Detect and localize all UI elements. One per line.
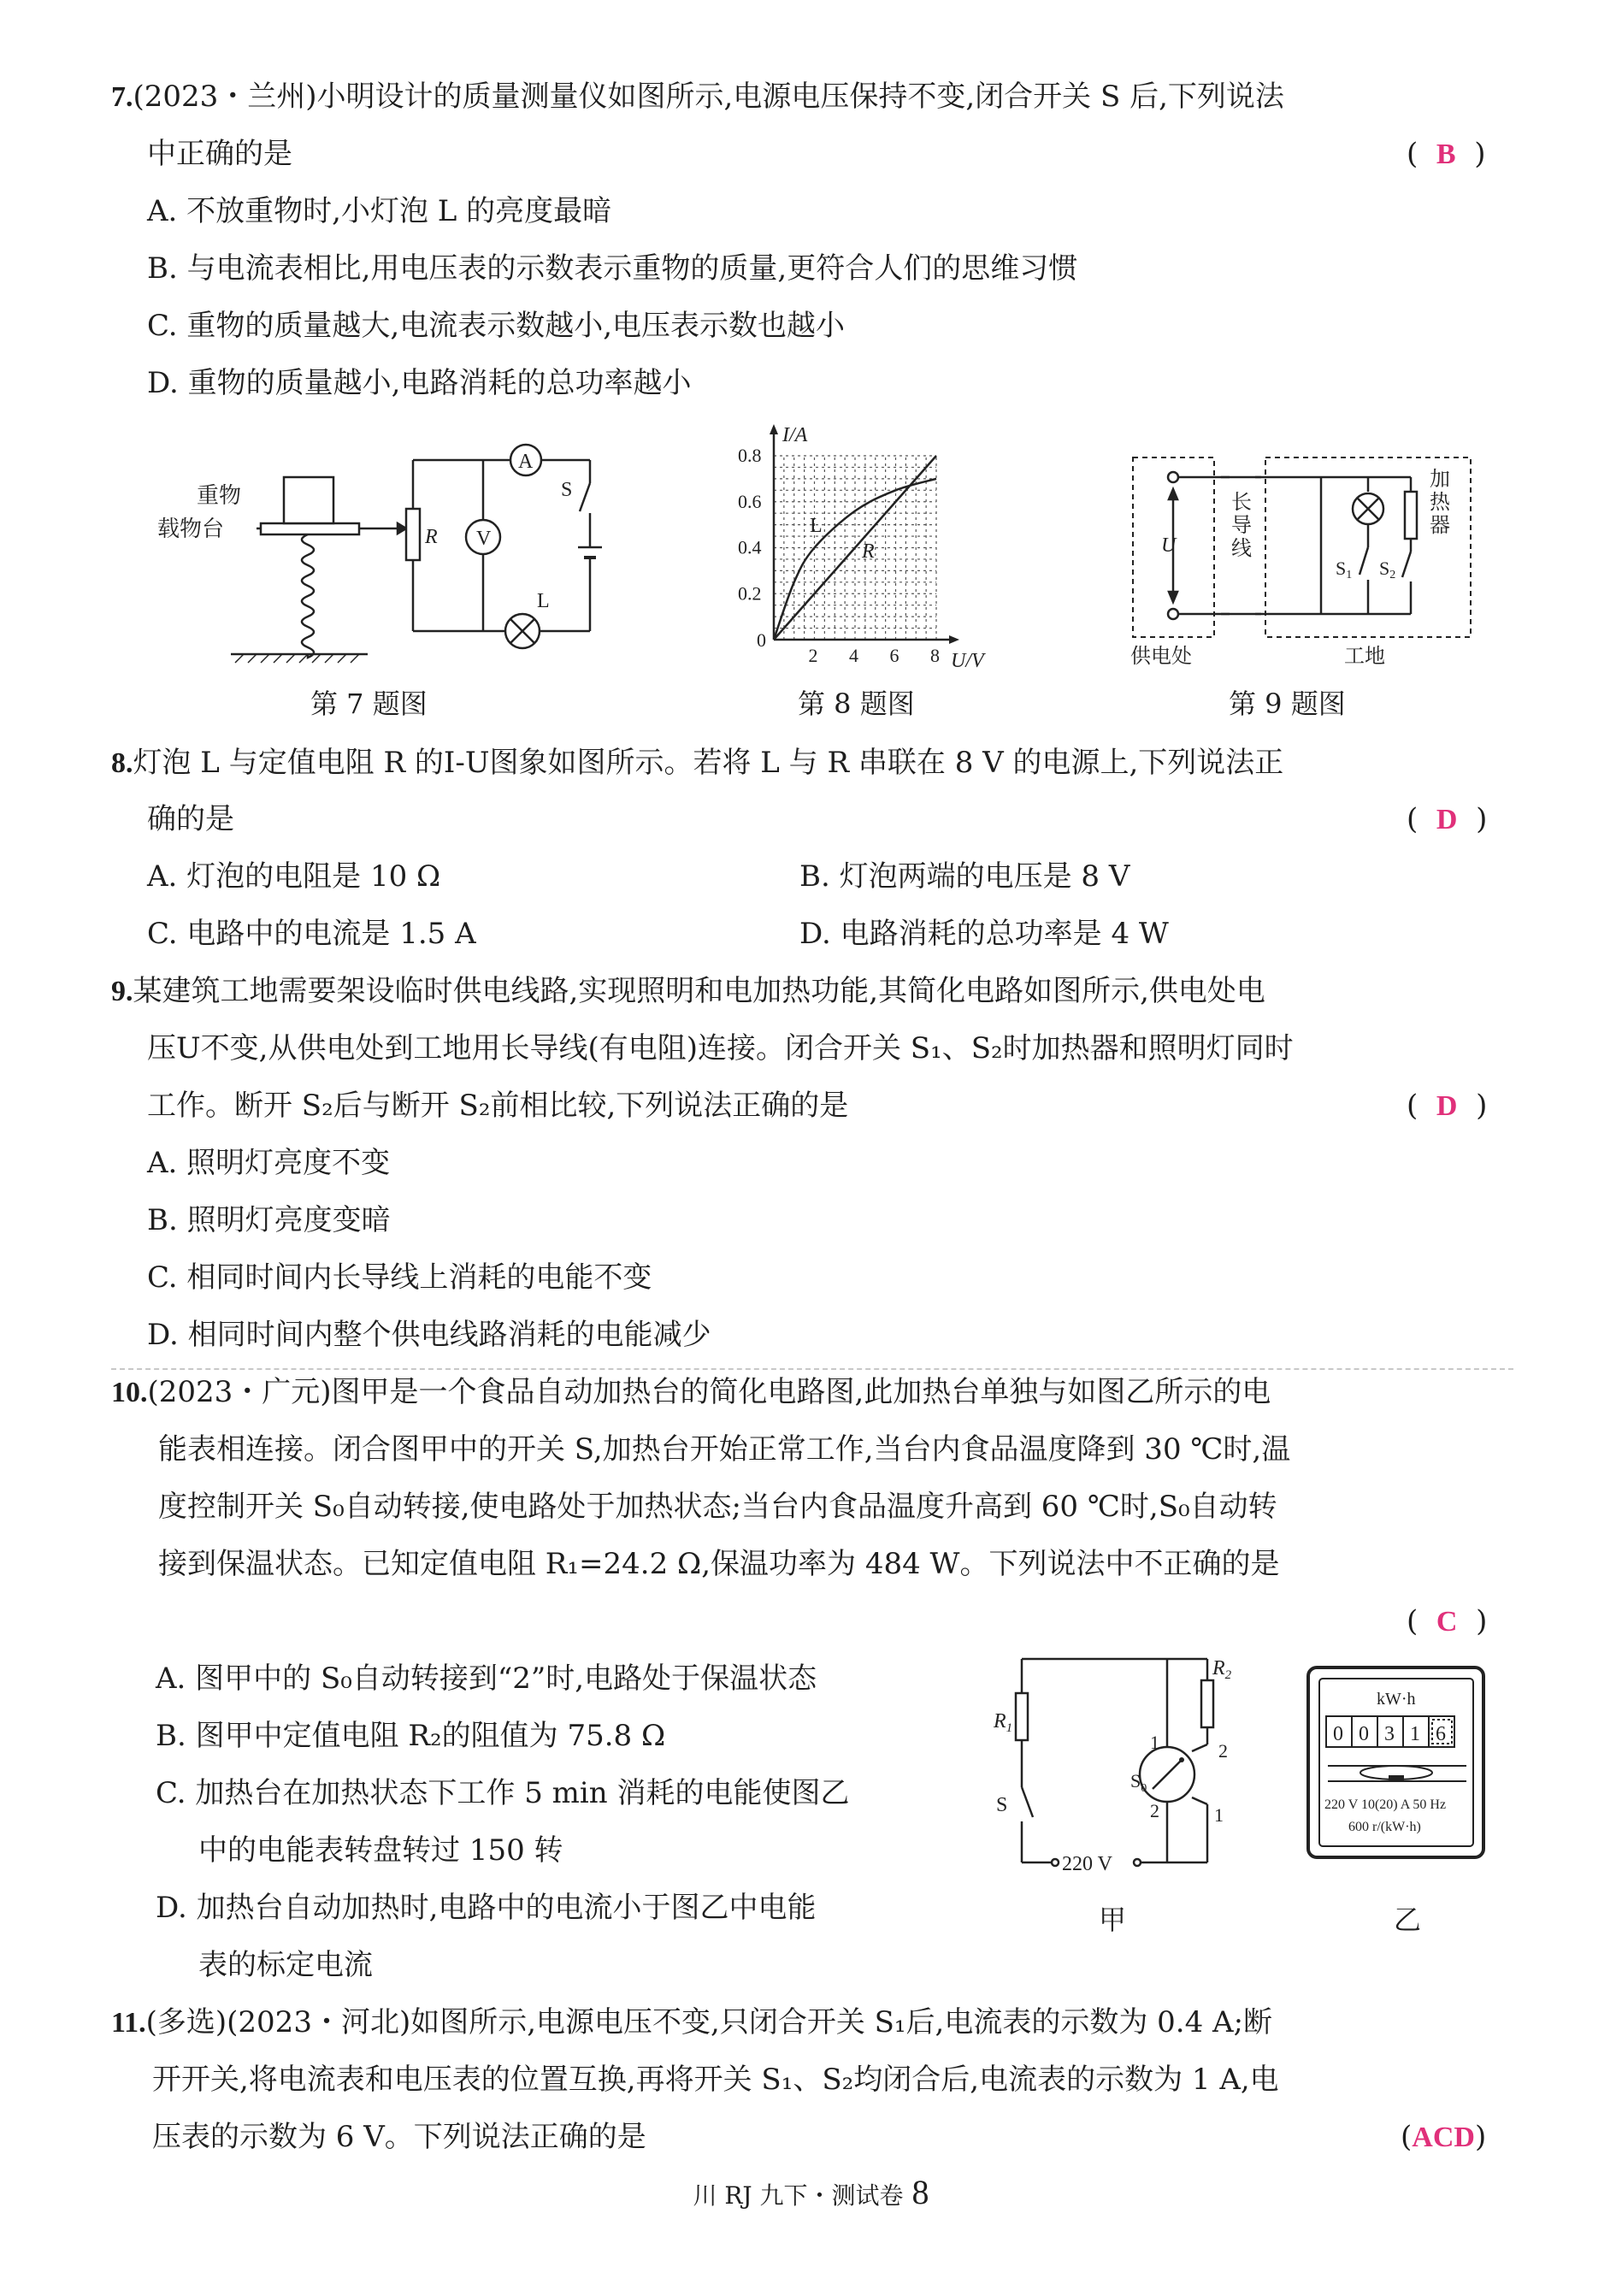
q7-option-a: A. 不放重物时,小灯泡 L 的亮度最暗 — [147, 194, 612, 228]
fig8-y-arrow — [770, 424, 778, 434]
q10-line3: 度控制开关 S₀自动转接,使电路处于加热状态;当台内食品温度升高到 60 ℃时,S₀自动转 — [158, 1490, 1277, 1524]
q7-option-c: C. 重物的质量越大,电流表示数越小,电压表示数也越小 — [147, 309, 846, 343]
fig7-label-platform: 载物台 — [157, 516, 225, 541]
q7-answer-letter: B — [1436, 139, 1456, 170]
fig8-xtick-label: 8 — [930, 645, 940, 666]
q10-option-a: A. 图甲中的 S₀自动转接到“2”时,电路处于保温状态 — [156, 1662, 817, 1696]
fig10b-digit-2: 0 — [1359, 1723, 1369, 1745]
q10-option-c1: C. 加热台在加热状态下工作 5 min 消耗的电能使图乙 — [156, 1776, 850, 1810]
q8-answer-letter: D — [1436, 804, 1458, 835]
q9-line2: 压U不变,从供电处到工地用长导线(有电阻)连接。闭合开关 S₁、S₂时加热器和照明灯同时 — [147, 1031, 1294, 1065]
q10-answer-letter: C — [1436, 1606, 1458, 1638]
q7-answer: ( B ) — [1407, 137, 1486, 171]
fig10a-circuit — [983, 1642, 1257, 1915]
q11-line1 — [111, 2005, 1272, 2040]
q10-option-c2: 中的电能表转盘转过 150 转 — [198, 1833, 563, 1868]
fig8-label-R: R — [862, 540, 875, 563]
fig8-xtick-label: 6 — [889, 645, 899, 666]
q9-answer: ( D ) — [1407, 1089, 1488, 1123]
fig10a-label-S0: $S_0$ — [1130, 1770, 1147, 1795]
q8-stem-1: 灯泡 L 与定值电阻 R 的I-U图象如图所示。若将 L 与 R 串联在 8 V 的电源上,下列说法正 — [133, 746, 1284, 780]
fig9-wire-2: 导 — [1231, 515, 1252, 537]
fig10b-caption: 乙 — [1394, 1903, 1422, 1936]
fig10a-caption: 甲 — [1099, 1903, 1127, 1936]
footer-text: 川 RJ 九下・测试卷 — [693, 2181, 904, 2210]
fig9-label-supply: 供电处 — [1130, 646, 1192, 668]
fig7-caption: 第 7 题图 — [310, 688, 428, 720]
q9-answer-letter: D — [1436, 1090, 1458, 1122]
fig7-label-S: S — [561, 479, 573, 501]
fig10b-meter — [1304, 1663, 1492, 1864]
q7-line1 — [111, 80, 1284, 115]
q7-option-d: D. 重物的质量越小,电路消耗的总功率越小 — [147, 366, 692, 400]
fig9-circuit — [1120, 445, 1479, 676]
fig9-heater-2: 热 — [1430, 492, 1450, 514]
fig8-ylabel: I/A — [782, 424, 808, 446]
q7-stem-1: (2023・兰州)小明设计的质量测量仪如图所示,电源电压保持不变,闭合开关 S 后,下列说法 — [133, 80, 1284, 114]
fig7-label-R: R — [425, 526, 438, 548]
fig10b-spec1: 220 V 10(20) A 50 Hz — [1324, 1797, 1447, 1812]
fig10a-label-220: 220 V — [1062, 1853, 1112, 1875]
fig10a-label-1b: 1 — [1214, 1804, 1224, 1826]
q11-answer: (ACD) — [1401, 2120, 1487, 2154]
q8-option-c: C. 电路中的电流是 1.5 A — [147, 917, 476, 951]
fig10a-label-R2: $R_2$ — [1212, 1657, 1232, 1682]
fig8-chart — [727, 419, 1009, 676]
q9-stem-1: 某建筑工地需要架设临时供电线路,实现照明和电加热功能,其简化电路如图所示,供电处电 — [133, 974, 1265, 1008]
fig8-ytick-label: 0.2 — [738, 582, 762, 605]
fig8-x-arrow — [949, 635, 959, 644]
fig8-caption: 第 8 题图 — [798, 688, 915, 720]
fig9-heater-3: 器 — [1430, 515, 1450, 537]
fig10b-digit-1: 0 — [1333, 1723, 1343, 1745]
q10-line2: 能表相连接。闭合图甲中的开关 S,加热台开始正常工作,当台内食品温度降到 30 ℃时,温 — [158, 1432, 1291, 1467]
fig9-label-S1: S1 — [1336, 558, 1353, 581]
q11-answer-letter: ACD — [1412, 2122, 1475, 2153]
q9-line1 — [111, 974, 1265, 1009]
fig10b-digit-3: 3 — [1384, 1723, 1395, 1745]
q11-stem-1: (多选)(2023・河北)如图所示,电源电压不变,只闭合开关 S₁后,电流表的示数为 0.4 A;断 — [145, 2005, 1273, 2039]
fig8-label-L: L — [810, 515, 823, 537]
page-number: 8 — [911, 2173, 929, 2211]
q11-line3: 压表的示数为 6 V。下列说法正确的是 — [152, 2120, 646, 2154]
fig8-origin-label: 0 — [757, 629, 766, 651]
fig9-wire-3: 线 — [1231, 538, 1252, 560]
fig8-xtick-label: 2 — [808, 645, 818, 666]
fig9-caption: 第 9 题图 — [1229, 688, 1346, 720]
q8-option-b: B. 灯泡两端的电压是 8 V — [799, 859, 1130, 894]
fig7-label-weight: 重物 — [197, 483, 242, 508]
fig9-heater-1: 加 — [1430, 469, 1450, 491]
section-divider — [111, 1368, 1513, 1370]
q9-option-d: D. 相同时间内整个供电线路消耗的电能减少 — [147, 1318, 711, 1352]
fig8-ytick-label: 0.8 — [738, 445, 762, 466]
q9-option-b: B. 照明灯亮度变暗 — [147, 1203, 391, 1237]
q7-option-b: B. 与电流表相比,用电压表的示数表示重物的质量,更符合人们的思维习惯 — [147, 251, 1078, 286]
fig9-label-site: 工地 — [1344, 646, 1385, 668]
fig8-xtick-label: 4 — [849, 645, 858, 666]
q10-option-d1: D. 加热台自动加热时,电路中的电流小于图乙中电能 — [156, 1891, 817, 1925]
fig10a-label-2a: 2 — [1218, 1740, 1228, 1762]
q8-option-a: A. 灯泡的电阻是 10 Ω — [147, 859, 441, 894]
fig10a-label-R1: $R_1$ — [994, 1710, 1013, 1735]
q7-line2: 中正确的是 — [147, 137, 292, 171]
fig7-label-L: L — [537, 590, 550, 612]
fig7-label-V: V — [476, 528, 492, 550]
fig7-label-A: A — [518, 451, 534, 473]
q11-number: 11. — [111, 2007, 146, 2039]
q9-option-c: C. 相同时间内长导线上消耗的电能不变 — [147, 1260, 652, 1295]
q9-option-a: A. 照明灯亮度不变 — [147, 1146, 391, 1180]
fig10a-label-1a: 1 — [1150, 1732, 1159, 1753]
q8-line1 — [111, 746, 1283, 781]
q11-line2: 开开关,将电流表和电压表的位置互换,再将开关 S₁、S₂均闭合后,电流表的示数为 1 A,电 — [152, 2063, 1279, 2097]
q8-line2: 确的是 — [147, 802, 234, 836]
q9-number: 9. — [111, 976, 133, 1007]
fig10a-label-S: S — [996, 1794, 1008, 1816]
fig9-label-S2: S2 — [1379, 558, 1396, 581]
q10-line4: 接到保温状态。已知定值电阻 R₁=24.2 Ω,保温功率为 484 W。下列说法中不正确的是 — [158, 1547, 1280, 1581]
q9-line3: 工作。断开 S₂后与断开 S₂前相比较,下列说法正确的是 — [147, 1089, 849, 1123]
fig8-ytick-label: 0.6 — [738, 490, 762, 512]
q10-option-b: B. 图甲中定值电阻 R₂的阻值为 75.8 Ω — [156, 1719, 666, 1753]
q8-option-d: D. 电路消耗的总功率是 4 W — [799, 917, 1169, 951]
q8-answer: ( D ) — [1407, 802, 1488, 836]
q7-number: 7. — [111, 81, 133, 113]
fig10b-unit: kW·h — [1377, 1690, 1416, 1709]
fig9-label-U: U — [1161, 534, 1177, 557]
fig7-circuit — [145, 428, 624, 676]
fig9-wire-1: 长 — [1231, 492, 1252, 514]
fig8-xlabel: U/V — [951, 650, 984, 672]
q10-line1 — [111, 1375, 1271, 1410]
page-footer — [0, 2172, 1622, 2212]
q10-number: 10. — [111, 1377, 148, 1408]
fig8-ytick-label: 0.4 — [738, 536, 762, 558]
fig10a-label-2b: 2 — [1150, 1800, 1159, 1821]
q8-number: 8. — [111, 747, 133, 779]
q10-answer: ( C ) — [1407, 1604, 1488, 1638]
fig10b-digit-5: 6 — [1436, 1723, 1446, 1745]
q10-stem-1: (2023・广元)图甲是一个食品自动加热台的简化电路图,此加热台单独与如图乙所示的电 — [147, 1375, 1271, 1409]
fig10b-spec2: 600 r/(kW·h) — [1348, 1820, 1421, 1834]
q10-option-d2: 表的标定电流 — [198, 1948, 373, 1982]
fig10b-digit-4: 1 — [1410, 1723, 1420, 1745]
